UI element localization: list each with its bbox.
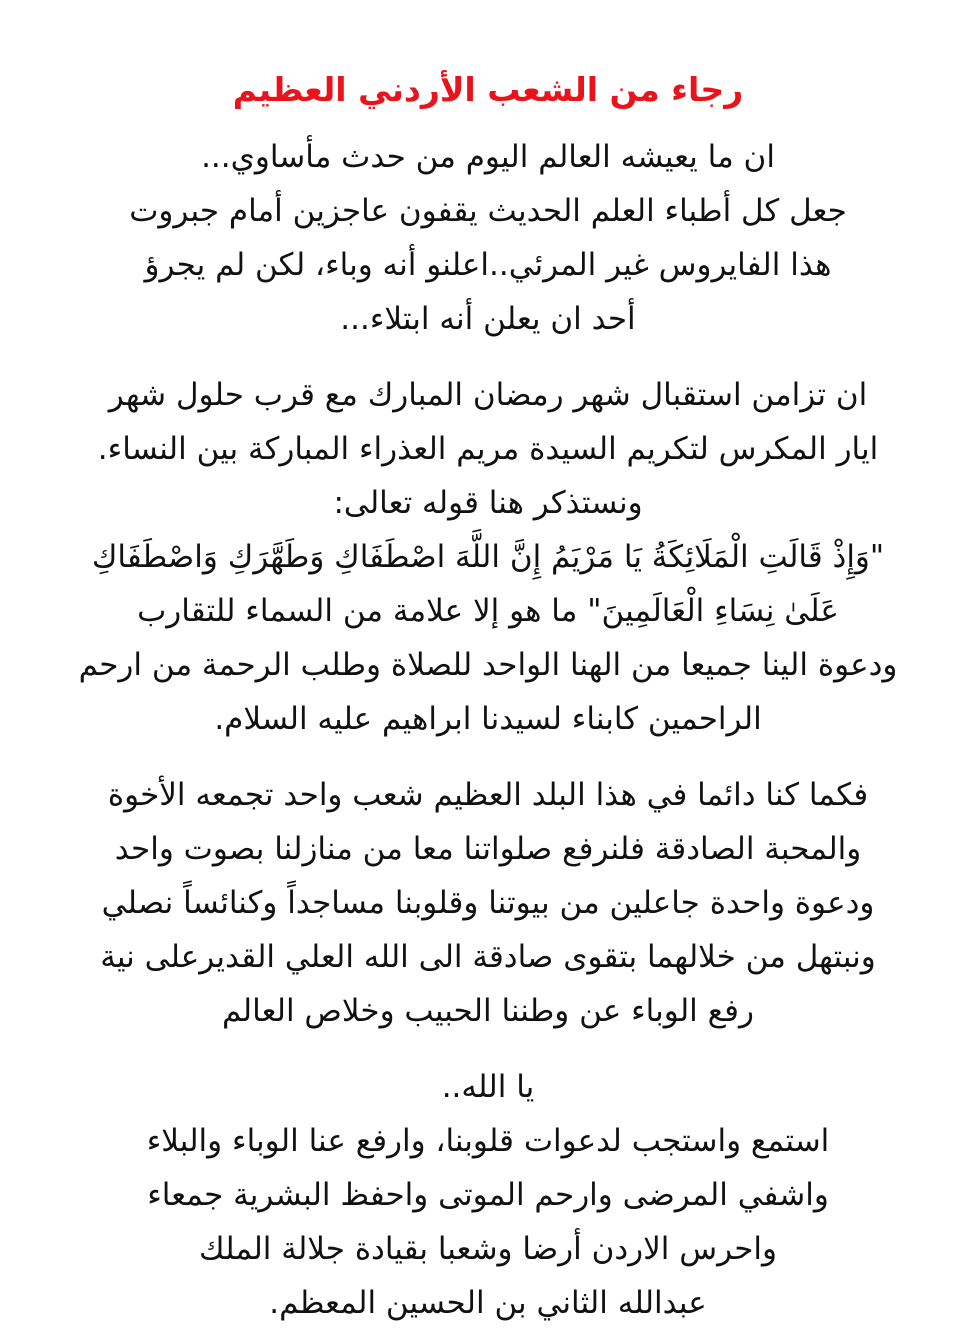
paragraph-line: ايار المكرس لتكريم السيدة مريم العذراء المباركة بين النساء. <box>97 431 879 467</box>
paragraph-line: واشفي المرضى وارحم الموتى واحفظ البشرية جمعاء <box>147 1177 829 1213</box>
paragraph-line: فكما كنا دائما في هذا البلد العظيم شعب واحد تجمعه الأخوة <box>107 777 869 813</box>
paragraph-line: يا الله.. <box>441 1069 535 1105</box>
paragraph-line: والمحبة الصادقة فلنرفع صلواتنا معا من منازلنا بصوت واحد <box>114 831 862 867</box>
paragraph-line: ودعوة الينا جميعا من الهنا الواحد للصلاة وطلب الرحمة من ارحم <box>78 647 898 683</box>
paragraph-line: واحرس الاردن أرضا وشعبا بقيادة جلالة الملك <box>199 1231 777 1267</box>
paragraph-line: ونبتهل من خلالهما بتقوى صادقة الى الله العلي القديرعلى نية <box>100 939 876 975</box>
paragraph-4-prayer <box>44 1060 932 1330</box>
paragraph-line: هذا الفايروس غير المرئي..اعلنو أنه وباء، لكن لم يجرؤ <box>144 247 832 283</box>
paragraph-line: ان تزامن استقبال شهر رمضان المبارك مع قرب حلول شهر <box>108 377 868 413</box>
quran-verse-line: "وَإِذْ قَالَتِ الْمَلَائِكَةُ يَا مَرْيَمُ إِنَّ اللَّهَ اصْطَفَاكِ وَطَهَّرَكِ وَاصْطَفَاكِ <box>91 539 885 575</box>
paragraph-line: أحد ان يعلن أنه ابتلاء... <box>340 301 636 337</box>
paragraph-line: جعل كل أطباء العلم الحديث يقفون عاجزين أمام جبروت <box>129 193 847 229</box>
quran-verse-line: عَلَىٰ نِسَاءِ الْعَالَمِينَ" ما هو إلا علامة من السماء للتقارب <box>137 593 839 629</box>
paragraph-line: ان ما يعيشه العالم اليوم من حدث مأساوي... <box>201 139 775 175</box>
paragraph-line: عبدالله الثاني بن الحسين المعظم. <box>269 1285 707 1321</box>
paragraph-3 <box>44 768 932 1038</box>
paragraph-line: ونستذكر هنا قوله تعالى: <box>333 485 643 521</box>
paragraph-line: رفع الوباء عن وطننا الحبيب وخلاص العالم <box>222 993 754 1029</box>
document-title: رجاء من الشعب الأردني العظيم <box>232 70 744 109</box>
paragraph-line: استمع واستجب لدعوات قلوبنا، وارفع عنا الوباء والبلاء <box>146 1123 830 1159</box>
paragraph-2 <box>44 368 932 746</box>
paragraph-line: الراحمين كابناء لسيدنا ابراهيم عليه السلام. <box>214 701 762 737</box>
paragraph-1 <box>44 130 932 346</box>
paragraph-line: ودعوة واحدة جاعلين من بيوتنا وقلوبنا مساجداً وكنائساً نصلي <box>101 885 875 921</box>
